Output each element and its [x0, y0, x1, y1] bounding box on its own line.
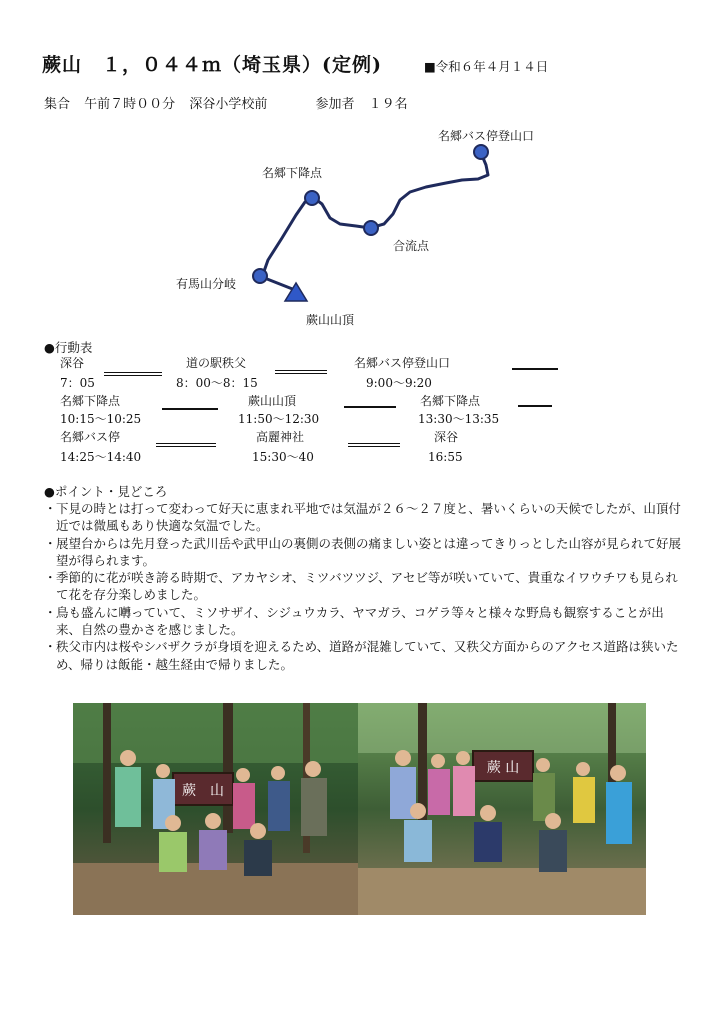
schedule-connector	[512, 368, 558, 370]
schedule-place: 名郷バス停登山口	[354, 356, 451, 370]
photo-right-sign: 蕨 山	[486, 760, 520, 776]
assembly-place: 深谷小学校前	[189, 97, 268, 112]
schedule-place: 名郷下降点	[60, 394, 121, 408]
bullet: ・	[44, 570, 57, 586]
point-item	[44, 535, 684, 570]
event-date: ■令和６年４月１４日	[424, 59, 549, 74]
assembly-label: 集合	[44, 97, 71, 112]
route-map	[0, 120, 724, 335]
point-text: 展望台からは先月登った武川岳や武甲山の裏側の表側の痛ましい姿とは違ってきりっとした山容が見られて好展望が得られます。	[56, 535, 682, 568]
point-item	[44, 500, 684, 535]
schedule-place: 高麗神社	[256, 430, 305, 444]
schedule-connector	[162, 408, 218, 410]
schedule-time: 7：05	[60, 376, 95, 390]
schedule-place: 蕨山山頂	[248, 394, 297, 408]
point-item	[44, 569, 684, 604]
summit-marker	[285, 283, 307, 301]
points-heading: ●ポイント・見どころ	[44, 484, 168, 499]
group-photo-left	[73, 703, 358, 915]
schedule-time: 16:55	[428, 450, 463, 464]
label-summit: 蕨山山頂	[306, 313, 355, 327]
bullet: ・	[44, 501, 57, 516]
schedule-connector	[348, 443, 400, 447]
assembly-time: 午前７時００分	[84, 97, 176, 112]
schedule-connector	[518, 405, 552, 407]
schedule-connector	[275, 370, 327, 374]
point-text: 季節的に花が咲き誇る時期で、アカヤシオ、ミツバツツジ、アセビ等が咲いていて、貴重なイワウチワも見られて花を存分楽しめました。	[56, 570, 678, 603]
schedule-heading: ●行動表	[44, 340, 93, 355]
point-text: 下見の時とは打って変わって好天に恵まれ平地では気温が２６〜２７度と、暑いくらいの天候でしたが、山頂付近では微風もあり快適な気温でした。	[56, 501, 681, 534]
point-item	[44, 638, 684, 673]
schedule-time: 14:25〜14:40	[60, 450, 142, 464]
label-bus-stop: 名郷バス停登山口	[438, 129, 535, 143]
photo-left-image	[73, 703, 358, 915]
descent-marker	[305, 191, 319, 205]
schedule-time: 11:50〜12:30	[238, 412, 320, 426]
point-text: 鳥も盛んに囀っていて、ミソサザイ、シジュウカラ、ヤマガラ、コゲラ等々と様々な野鳥も観察することが出来、自然の豊かさを感じました。	[56, 604, 664, 638]
page-title: 蕨山 １，０４４ｍ（埼玉県）(定例)	[42, 54, 382, 76]
schedule-time: 10:15〜10:25	[60, 412, 142, 426]
schedule-time: 13:30〜13:35	[418, 412, 500, 426]
schedule-connector	[156, 443, 216, 447]
schedule-time: 15:30〜40	[252, 450, 314, 464]
schedule-time: 9:00〜9:20	[366, 376, 432, 390]
participants-count: １９名	[368, 97, 408, 112]
group-photo-right	[358, 703, 646, 915]
bullet: ・	[44, 535, 57, 551]
schedule-place: 名郷バス停	[60, 430, 121, 444]
schedule-connector	[104, 372, 162, 376]
bus-stop-marker	[474, 145, 488, 159]
point-item	[44, 604, 684, 639]
point-text: 秩父市内は桜やシバザクラが身頃を迎えるため、道路が混雑していて、又秩父方面からのアクセス道路は狭いため、帰りは飯能・越生経由で帰りました。	[56, 639, 679, 672]
label-descent: 名郷下降点	[262, 166, 323, 180]
participants-label: 参加者	[315, 97, 355, 112]
schedule-place: 深谷	[60, 356, 85, 370]
photo-left-sign: 蕨 山	[182, 783, 224, 799]
schedule-place: 名郷下降点	[420, 394, 481, 408]
schedule-connector	[344, 406, 396, 408]
arima-marker	[253, 269, 267, 283]
photo-right-image	[358, 703, 646, 915]
meeting-info	[44, 93, 418, 112]
junction-marker	[364, 221, 378, 235]
schedule-time: 8：00〜8：15	[176, 376, 258, 390]
bullet: ・	[44, 604, 57, 620]
schedule-place: 道の駅秩父	[186, 356, 247, 370]
label-junction: 合流点	[393, 239, 430, 253]
schedule-place: 深谷	[434, 430, 459, 444]
bullet: ・	[44, 639, 57, 655]
points-list	[44, 500, 684, 673]
label-arima: 有馬山分岐	[176, 277, 237, 291]
